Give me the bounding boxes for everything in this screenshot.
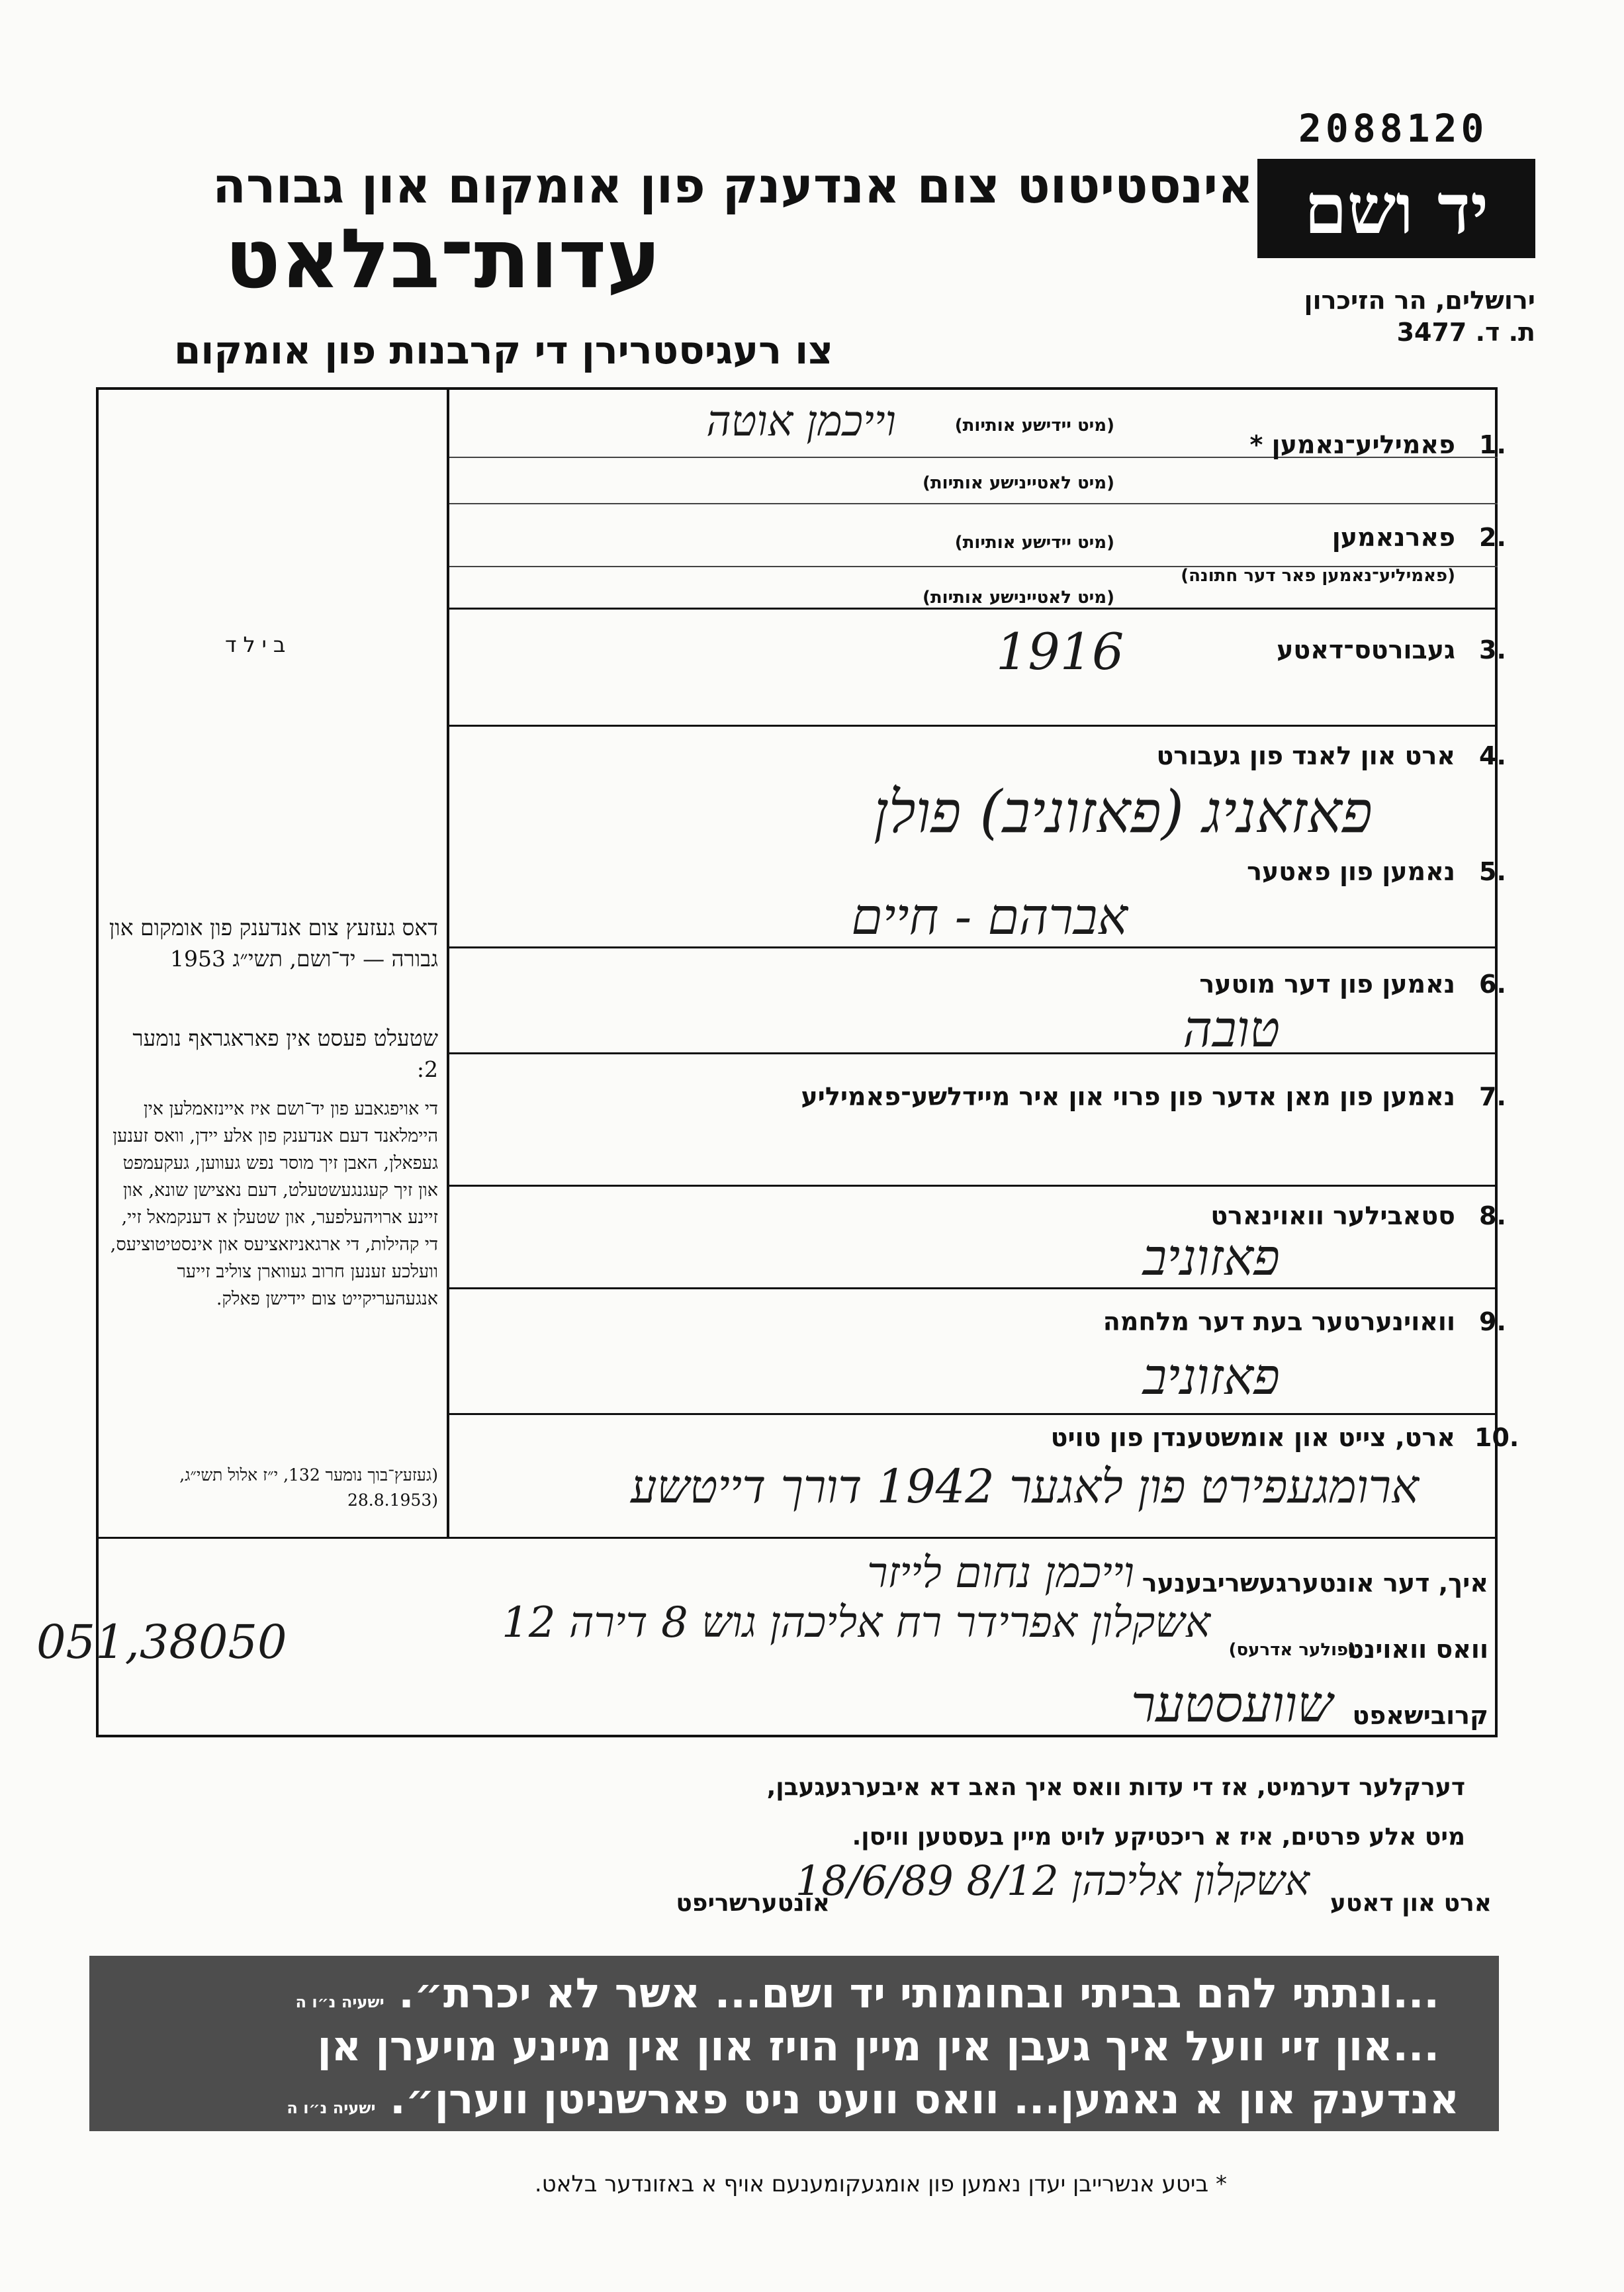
quote-banner (89, 1956, 1499, 2131)
field-number: 10. (1474, 1423, 1519, 1452)
field-label-family-name: פאמיליע־נאמען * (1249, 430, 1455, 459)
signature-label: אונטערשריפט (676, 1890, 830, 1917)
photo-label: בילד (225, 632, 293, 657)
row-divider (449, 1185, 1498, 1187)
declaration-line-2: מיט אלע פרטים, איז א ריכטיקע לויט מיין בעסטען וויסן. (852, 1823, 1465, 1851)
field-number: 9. (1479, 1307, 1506, 1336)
submitter-name-value[interactable]: וייכמן נחום לייזר (867, 1549, 1134, 1598)
submitter-phone-value[interactable]: 051,38050 (36, 1615, 287, 1669)
field-number: 3. (1479, 635, 1506, 665)
yad-vashem-logo: יד ושם (1257, 159, 1535, 258)
submitter-address-value[interactable]: אשקלון אפרידר רח אליכהן גוש 8 דירה 12 (502, 1598, 1210, 1647)
field-hint: (מיט לאטיינישע אותיות) (922, 588, 1114, 608)
field-hint: (מיט יידישע אותיות) (954, 533, 1114, 553)
field-label-death-circumstances: ארט, צייט און אומשטענדן פון טויט (1050, 1423, 1455, 1452)
row-divider (449, 608, 1498, 610)
page-title: עדות־בלאט (224, 212, 661, 307)
footnote: * ביטע אנשרייבן יעדן נאמען פון אומגעקומענעם אויף א באזונדער בלאט. (534, 2171, 1227, 2197)
father-name-value[interactable]: אברהם - חיים (851, 887, 1128, 946)
place-date-label: ארט און דאטע (1330, 1890, 1492, 1917)
field-number: 6. (1479, 970, 1506, 999)
document-number: 2088120 (1298, 106, 1488, 151)
field-label-permanent-residence: סטאבילער וואוינארט (1210, 1201, 1455, 1230)
row-divider (96, 1537, 1498, 1539)
field-label-father-name: נאמען פון פאטער (1247, 857, 1455, 886)
field-label-first-name: פארנאמען (1331, 523, 1455, 552)
banner-source: ישעיה נ״ו ה (295, 1993, 384, 2011)
row-divider (449, 1413, 1498, 1415)
law-text: דאס געזעץ צום אנדענק פון אומקום און גבורה — יד־ושם, תשי״ג 1953 (109, 915, 438, 972)
banner-line-1: ...ונתתי להם בביתי ובחומותי יד ושם... אשר לא יכרת״. ישעיה נ״ו ה (295, 1969, 1439, 2017)
field-number: 4. (1479, 741, 1506, 770)
field-number: 2. (1479, 523, 1506, 552)
permanent-residence-value[interactable]: פאזוניב (1142, 1228, 1280, 1287)
row-divider (449, 946, 1498, 948)
row-divider (449, 725, 1498, 727)
address-hint: (פולער אדרעס) (1228, 1640, 1356, 1660)
field-label-mother-name: נאמען פון דער מוטער (1199, 970, 1455, 999)
field-number: 5. (1479, 857, 1506, 886)
address-line-1: ירושלים, הר הזיכרון (1304, 286, 1535, 315)
row-divider (449, 1287, 1498, 1289)
birth-place-value[interactable]: פאזאניג (פאזוניב) פולן (874, 778, 1373, 846)
field-hint-maiden: (פאמיליע־נאמען פאר דער חתונה) (1181, 566, 1455, 586)
banner-source: ישעיה נ״ו ה (287, 2099, 376, 2117)
column-divider (447, 387, 449, 1539)
field-label-birth-date: געבורטס־דאטע (1277, 635, 1455, 665)
place-date-value[interactable]: אשקלון אליכהן 8/12 18/6/89 (795, 1857, 1310, 1905)
address-line-2: ת. ד. 3477 (1396, 318, 1535, 347)
institute-name: אינסטיטוט צום אנדענק פון אומקום און גבורה (212, 158, 1253, 214)
field-number: 8. (1479, 1201, 1506, 1230)
family-name-value[interactable]: וייכמן אוטה (706, 397, 896, 446)
field-hint: (מיט לאטיינישע אותיות) (922, 473, 1114, 493)
field-number: 1. (1479, 430, 1506, 459)
mother-name-value[interactable]: טובה (1183, 999, 1280, 1058)
page-subtitle: צו רעגיסטרירן די קרבנות פון אומקום (174, 328, 833, 373)
mission-text: די אויפגאבע פון יד־ושם איז איינזאמלען אין היימלאנד דעם אנדענק פון אלע יידן, וואס זענען געפאלן, האבן זיך מוסר נפש געווען, געקעמפט און זיך קעגנגעשטעלט, דעם נאצישן שונא, און זיינע ארויהעלפער, און שטעלן א דענקמאל זיי, די קהילות, די ארגאניזאציעס און אינסטיטוציעס, וועלכע זענען חרוב געווארן צוליב זייער אנגעהעריקייט צום יידישן פאלק. (110, 1099, 438, 1309)
submitter-address-label: וואס וואוינט (1347, 1635, 1488, 1664)
field-hint: (מיט יידישע אותיות) (954, 416, 1114, 435)
paragraph-text: שטעלט פעסט אין פאראגראף נומער 2: (132, 1025, 438, 1082)
law-reference: (געזעץ־בוך נומער 132, י״ז אלול תשי״ג, (28.8.1953 (179, 1465, 438, 1510)
banner-line-2: ...און זיי וועל איך געבן אין מיין הויז און אין מיינע מויערן אן (317, 2022, 1439, 2070)
relationship-label: קרובישאפט (1352, 1701, 1488, 1730)
birth-date-value[interactable]: 1916 (996, 622, 1124, 681)
field-label-birth-place: ארט און לאנד פון געבורט (1156, 741, 1455, 770)
relationship-value[interactable]: שוועסטער (1130, 1674, 1333, 1733)
field-label-wartime-residence: וואוינערטער בעת דער מלחמה (1103, 1307, 1455, 1336)
wartime-residence-value[interactable]: פאזוניב (1142, 1347, 1280, 1406)
field-number: 7. (1479, 1082, 1506, 1111)
declaration-line-1: דערקלער דערמיט, אז די עדות וואס איך האב דא איבערגעגעבן, (766, 1774, 1465, 1801)
field-label-spouse-name: נאמען פון מאן אדער פון פרוי און איר מיידלשע־פאמיליע (801, 1082, 1455, 1111)
row-divider (449, 1052, 1498, 1054)
field-line (449, 503, 1498, 504)
death-circumstances-value[interactable]: ארומגעפירט פון לאגער 1942 דורך דייטשע (630, 1459, 1419, 1514)
submitter-name-label: איך, דער אונטערגעשריבענער (1142, 1569, 1488, 1598)
banner-line-3: אנדענק און א נאמען... וואס וועט ניט פארשניטן ווערן״. ישעיה נ״ו ה (287, 2075, 1459, 2123)
row-divider (96, 1735, 1498, 1737)
